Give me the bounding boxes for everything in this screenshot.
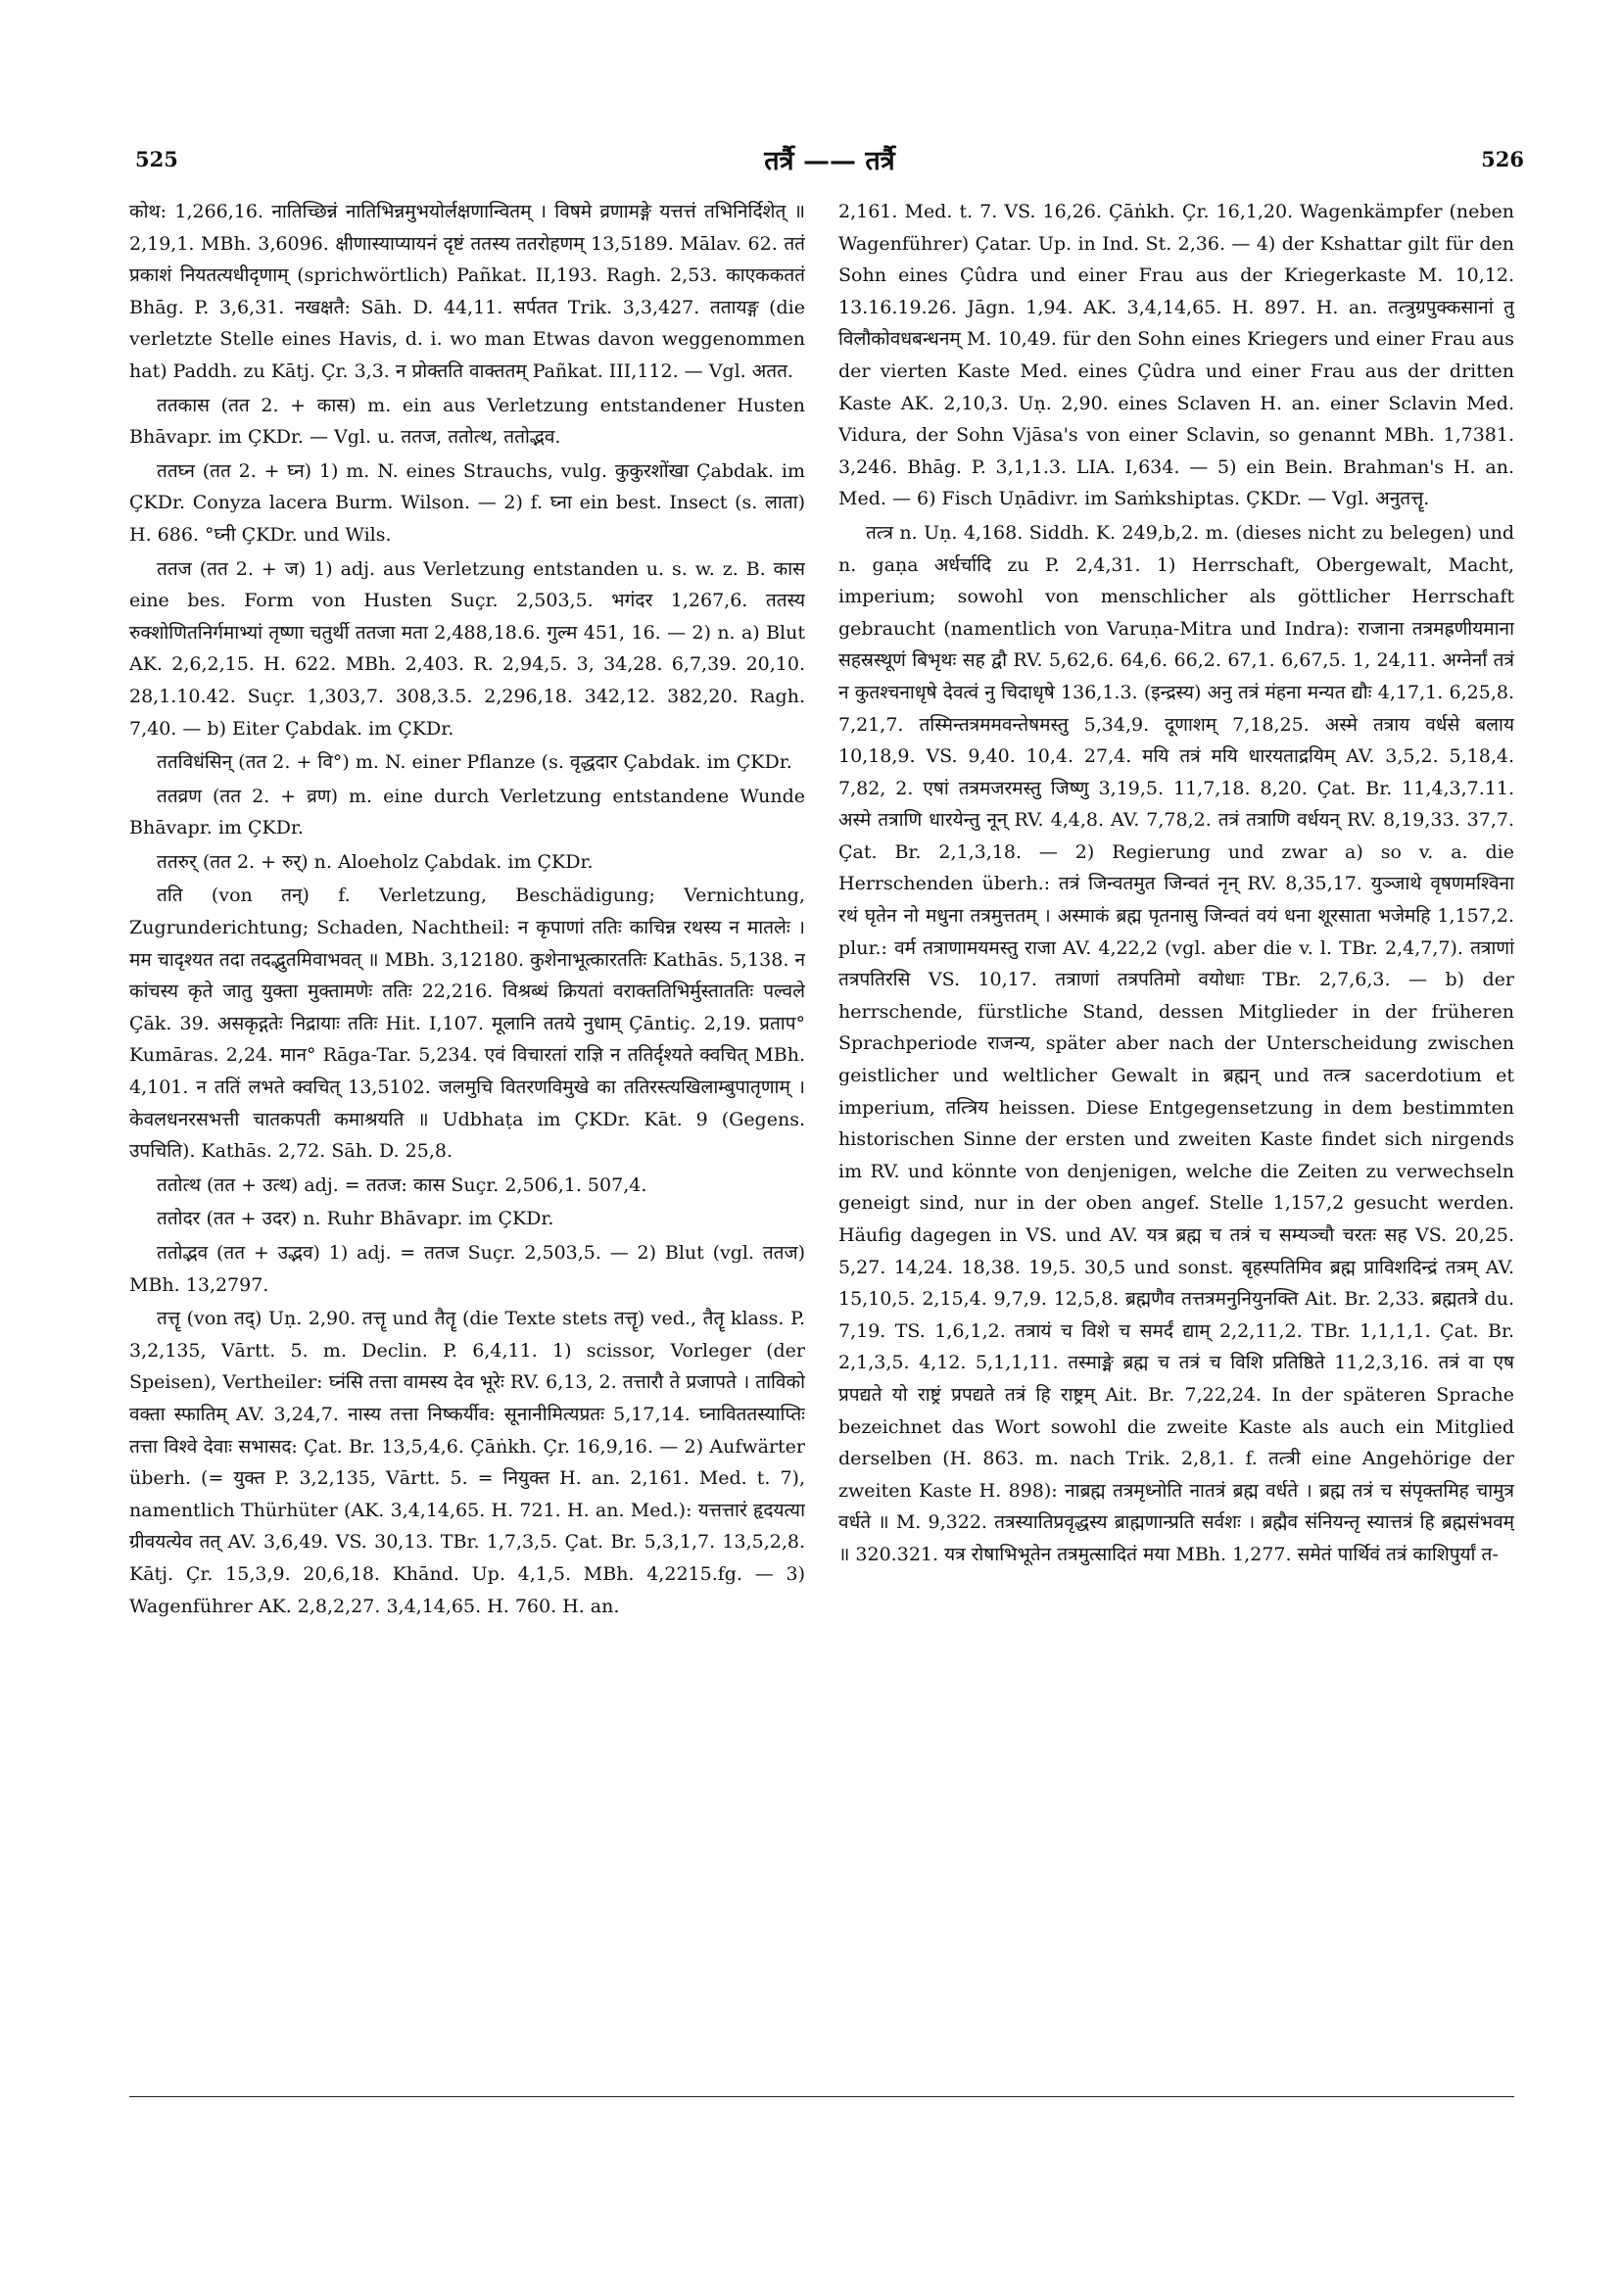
entry-tatakasa: ततकास (तत 2. + कास) m. ein aus Verletzung entstandener Husten Bhāvapr. im ÇKDr. — Vgl. u. ततज, ततोत्थ, ततोद्भव.: [129, 394, 805, 449]
entry-tatodara: ततोदर (तत + उदर) n. Ruhr Bhāvapr. im ÇKDr.: [157, 1208, 554, 1230]
running-headword: तर्त्रै —— तर्त्रै: [764, 146, 895, 176]
right-page-number: 526: [1481, 147, 1524, 171]
entry-tataruh: ततरुर् (तत 2. + रुर्) n. Aloeholz Çabdak. im ÇKDr.: [157, 850, 594, 873]
entry-tati: तति (von तन्) f. Verletzung, Beschädigung; Vernichtung, Zugrunderichtung; Schaden, Nachtheil: न कृपाणां ततिः काचिन्न रथस्य न मातलेः । मम चादृश्यत तदा तदद्भुतमिवाभवत् ॥ MBh. 3,12180. कुशेनाभूत्कारततिः Kathās. 5,138. न कांचस्य कृते जातु युक्ता मुक्तामणेः ततिः 22,216. विश्रब्धं क्रियतां वराक्ततिभिर्मुस्ताततिः पल्वले Çāk. 39. असकृद्गतेः निद्रायाः ततिः Hit. I,107. मूलानि ततये नुधाम् Çāntiç. 2,19. प्रताप° Kumāras. 2,24. मान° Rāga-Tar. 5,234. एवं विचारतां राज्ञि न ततिर्दृश्यते क्वचित् MBh. 4,101. न ततिं लभते क्वचित् 13,5102. जलमुचि वितरणविमुखे का ततिरस्त्यखिलाम्बुपातृणाम् । केवलधनरसभत्ती चातकपती कमाश्रयति ॥ Udbhaṭa im ÇKDr. Kāt. 9 (Gegens. उपचिति). Kathās. 2,72. Sāh. D. 25,8.: [129, 885, 805, 1163]
entry-tatavidhvamsin: ततविधंसिन् (तत 2. + वि°) m. N. einer Pflanze (s. वृद्धदार Çabdak. im ÇKDr.: [157, 751, 792, 774]
entry-tatavrana: ततव्रण (तत 2. + व्रण) m. eine durch Verletzung entstandene Wunde Bhāvapr. im ÇKDr.: [129, 785, 805, 839]
entry-tatodbhava: ततोद्भव (तत + उद्भव) 1) adj. = ततज Suçr. 2,503,5. — 2) Blut (vgl. ततज) MBh. 13,2797.: [129, 1242, 805, 1296]
left-page-number: 525: [135, 147, 178, 171]
entry-tattar-continuation: 2,161. Med. t. 7. VS. 16,26. Çāṅkh. Çr. 16,1,20. Wagenkämpfer (neben Wagenführer) Çatar. Up. in Ind. St. 2,36. — 4) der Kshattar gilt für den Sohn eines Çûdra und einer Frau aus der Kriegerkaste M. 10,12. 13.16.19.26. Jāgn. 1,94. AK. 3,4,14,65. H. 897. H. an. तत्त्रुग्रपुक्कसानां तु विलौकोवधबन्धनम् M. 10,49. für den Sohn eines Kriegers und einer Frau aus der vierten Kaste Med. eines Çûdra und einer Frau aus der dritten Kaste AK. 2,10,3. Uṇ. 2,90. eines Sclaven H. an. einer Sclavin Med. Vidura, der Sohn Vjāsa's von einer Sclavin, so genannt MBh. 1,7381. 3,246. Bhāg. P. 3,1,1.3. LIA. I,634. — 5) ein Bein. Brahman's H. an. Med. — 6) Fisch Uṇādivr. im Saṁkshiptas. ÇKDr. — Vgl. अनुतत्तॄ.: [838, 201, 1514, 510]
entry-tattar: तत्तॄ (von तद्) Uṇ. 2,90. तत्तॄ und तैतॄ (die Texte stets तत्तॄ) ved., तैतॄ klass. P. 3,2,135, Vārtt. 5. m. Declin. P. 6,4,11. 1) scissor, Vorleger (der Speisen), Vertheiler: घ्नंसि तत्ता वामस्य देव भूरेः RV. 6,13, 2. तत्तारौ ते प्रजापते । ताविको वक्ता स्फातिम् AV. 3,24,7. नास्य तत्ता निष्कर्यीव: सूनानीमित्यप्रतः 5,17,14. घ्नाविततस्याप्तिः तत्ता विश्वे देवाः सभासद: Çat. Br. 13,5,4,6. Çāṅkh. Çr. 16,9,16. — 2) Aufwärter überh. (= युक्त P. 3,2,135, Vārtt. 5. = नियुक्त H. an. 2,161. Med. t. 7), namentlich Thürhüter (AK. 3,4,14,65. H. 721. H. an. Med.): यत्तत्तारं हृदयत्या ग्रीवयत्येव तत् AV. 3,6,49. VS. 30,13. TBr. 1,7,3,5. Çat. Br. 5,3,1,7. 13,5,2,8. Kātj. Çr. 15,3,9. 20,6,18. Khānd. Up. 4,1,5. MBh. 4,2215.fg. — 3) Wagenführer AK. 2,8,2,27. 3,4,14,65. H. 760. H. an.: [129, 1308, 805, 1617]
entry-tatottha: ततोत्थ (तत + उत्थ) adj. = ततज: कास Suçr. 2,506,1. 507,4.: [157, 1173, 647, 1196]
entry-continuation: कोथ: 1,266,16. नातिच्छिन्नं नातिभिन्नमुभयोर्लक्षणान्वितम् । विषमे व्रणामङ्गे यत्तत्तं तभिनिर्दिशेत् ॥ 2,19,1. MBh. 3,6096. क्षीणास्याप्यायनं दृष्टं ततस्य ततरोहणम् 13,5189. Mālav. 62. ततं प्रकाशं नियतत्यधीदृणाम् (sprichwörtlich) Pañkat. II,193. Ragh. 2,53. काएककततं Bhāg. P. 3,6,31. नखक्षतै: Sāh. D. 44,11. सर्पतत Trik. 3,3,427. ततायङ्ग (die verletzte Stelle eines Havis, d. i. wo man Etwas davon weggenommen hat) Paddh. zu Kātj. Çr. 3,3. न प्रोक्तति वाक्ततम् Pañkat. III,112. — Vgl. अतत.: [129, 201, 805, 382]
page-header: [135, 147, 1524, 186]
entry-tattra: तत्त्र n. Uṇ. 4,168. Siddh. K. 249,b,2. m. (dieses nicht zu belegen) und n. gaṇa अर्धर्चादि zu P. 2,4,31. 1) Herrschaft, Obergewalt, Macht, imperium; sowohl von menschlicher als göttlicher Herrschaft gebraucht (namentlich von Varuṇa-Mitra und Indra): राजाना तत्रमह्रणीयमाना सहस्रस्थूणं बिभृथः सह द्वौ RV. 5,62,6. 64,6. 66,2. 67,1. 6,67,5. 1, 24,11. अग्नेर्नां तत्रं न कुतश्चनाधृषे देवत्वं नु चिदाधृषे 136,1.3. (इन्द्रस्य) अनु तत्रं मंहना मन्यत द्यौः 4,17,1. 6,25,8. 7,21,7. तस्मिन्तत्रममवन्तेषमस्तु 5,34,9. दूणाशम् 7,18,25. अस्मे तत्राय वर्धसे बलाय 10,18,9. VS. 9,40. 10,4. 27,4. मयि तत्रं मयि धारयताद्रयिम् AV. 3,5,2. 5,18,4. 7,82, 2. एषां तत्रमजरमस्तु जिष्णु 3,19,5. 11,7,18. 8,20. Çat. Br. 11,4,3,7.11. अस्मे तत्राणि धारयेन्तु नून् RV. 4,4,8. AV. 7,78,2. तत्रं तत्राणि वर्धयन् RV. 8,19,33. 37,7. Çat. Br. 2,1,3,18. — 2) Regierung und zwar a) so v. a. die Herrschenden überh.: तत्रं जिन्वतमुत जिन्वतं नृन् RV. 8,35,17. युञ्जाथे वृषणमश्विना रथं घृतेन नो मधुना तत्रमुत्ततम् । अस्माकं ब्रह्म पृतनासु जिन्वतं वयं धना शूरसाता भजेमहि 1,157,2. plur.: वर्म तत्राणामयमस्तु राजा AV. 4,22,2 (vgl. aber die v. l. TBr. 2,4,7,7). तत्राणां तत्रपतिरसि VS. 10,17. तत्राणां तत्रपतिमो वयोधाः TBr. 2,7,6,3. — b) der herrschende, fürstliche Stand, dessen Mitglieder in der früheren Sprachperiode राजन्य, später aber nach der Unterscheidung zwischen geistlicher und weltlicher Gewalt in ब्रह्मन् und तत्त्र sacerdotium et imperium, तत्त्रिय heissen. Diese Entgegensetzung in dem bestimmten historischen Sinne der ersten und zweiten Kaste findet sich nirgends im RV. und könnte von denjenigen, welche die Zeiten zu verwechseln geneigt sind, nur in der oben angef. Stelle 1,157,2 gesucht werden. Häufig dagegen in VS. und AV. यत्र ब्रह्म च तत्रं च सम्यञ्चौ चरतः सह VS. 20,25. 5,27. 14,24. 18,38. 19,5. 30,5 und sonst. बृहस्पतिमिव ब्रह्म प्राविशदिन्द्रं तत्रम् AV. 15,10,5. 2,15,4. 9,7,9. 12,5,8. ब्रह्मणैव तत्तत्रमनुनियुनक्ति Ait. Br. 2,33. ब्रह्मतत्रे du. 7,19. TS. 1,6,1,2. तत्रायं च विशे च समर्दं द्याम् 2,2,11,2. TBr. 1,1,1,1. Çat. Br. 2,1,3,5. 4,12. 5,1,1,11. तस्माङ्मे ब्रह्म च तत्रं च विशि प्रतिष्ठिते 11,2,3,16. तत्रं वा एष प्रपद्यते यो राष्ट्रं प्रपद्यते तत्रं हि राष्ट्रम् Ait. Br. 7,22,24. In der späteren Sprache bezeichnet das Wort sowohl die zweite Kaste als auch ein Mitglied derselben (H. 863. m. nach Trik. 2,8,1. f. तत्त्री eine Angehörige der zweiten Kaste H. 898): नाब्रह्म तत्रमृध्नोति नातत्रं ब्रह्म वर्धते । ब्रह्म तत्रं च संपृक्तमिह चामुत्र वर्धते ॥ M. 9,322. तत्रस्यातिप्रवृद्धस्य ब्राह्मणान्प्रति सर्वशः । ब्रह्मैव संनियन्तृ स्यात्तत्रं हि ब्रह्मसंभवम् ॥ 320.321. यत्र रोषाभिभूतेन तत्रमुत्सादितं मया MBh. 1,277. समेतं पार्थिवं तत्रं काशिपुर्यां त-: [838, 521, 1514, 1565]
entry-tataja: ततज (तत 2. + ज) 1) adj. aus Verletzung entstanden u. s. w. z. B. कास eine bes. Form von Husten Suçr. 2,503,5. भगंदर 1,267,6. ततस्य रुक्शोणितनिर्गमाभ्यां तृष्णा चतुर्थी ततजा मता 2,488,18.6. गुल्म 451, 16. — 2) n. a) Blut AK. 2,6,2,15. H. 622. MBh. 2,403. R. 2,94,5. 3, 34,28. 6,7,39. 20,10. 28,1.10.42. Suçr. 1,303,7. 308,3.5. 2,296,18. 342,12. 382,20. Ragh. 7,40. — b) Eiter Çabdak. im ÇKDr.: [129, 557, 805, 740]
entry-tataghna: ततघ्न (तत 2. + घ्न) 1) m. N. eines Strauchs, vulg. कुकुरशोंखा Çabdak. im ÇKDr. Conyza lacera Burm. Wilson. — 2) f. घ्ना ein best. Insect (s. लाता) H. 686. °घ्नी ÇKDr. und Wils.: [129, 459, 805, 546]
footer-rule: [129, 2096, 1514, 2097]
left-column: [129, 196, 805, 2065]
right-column: [838, 196, 1514, 2065]
